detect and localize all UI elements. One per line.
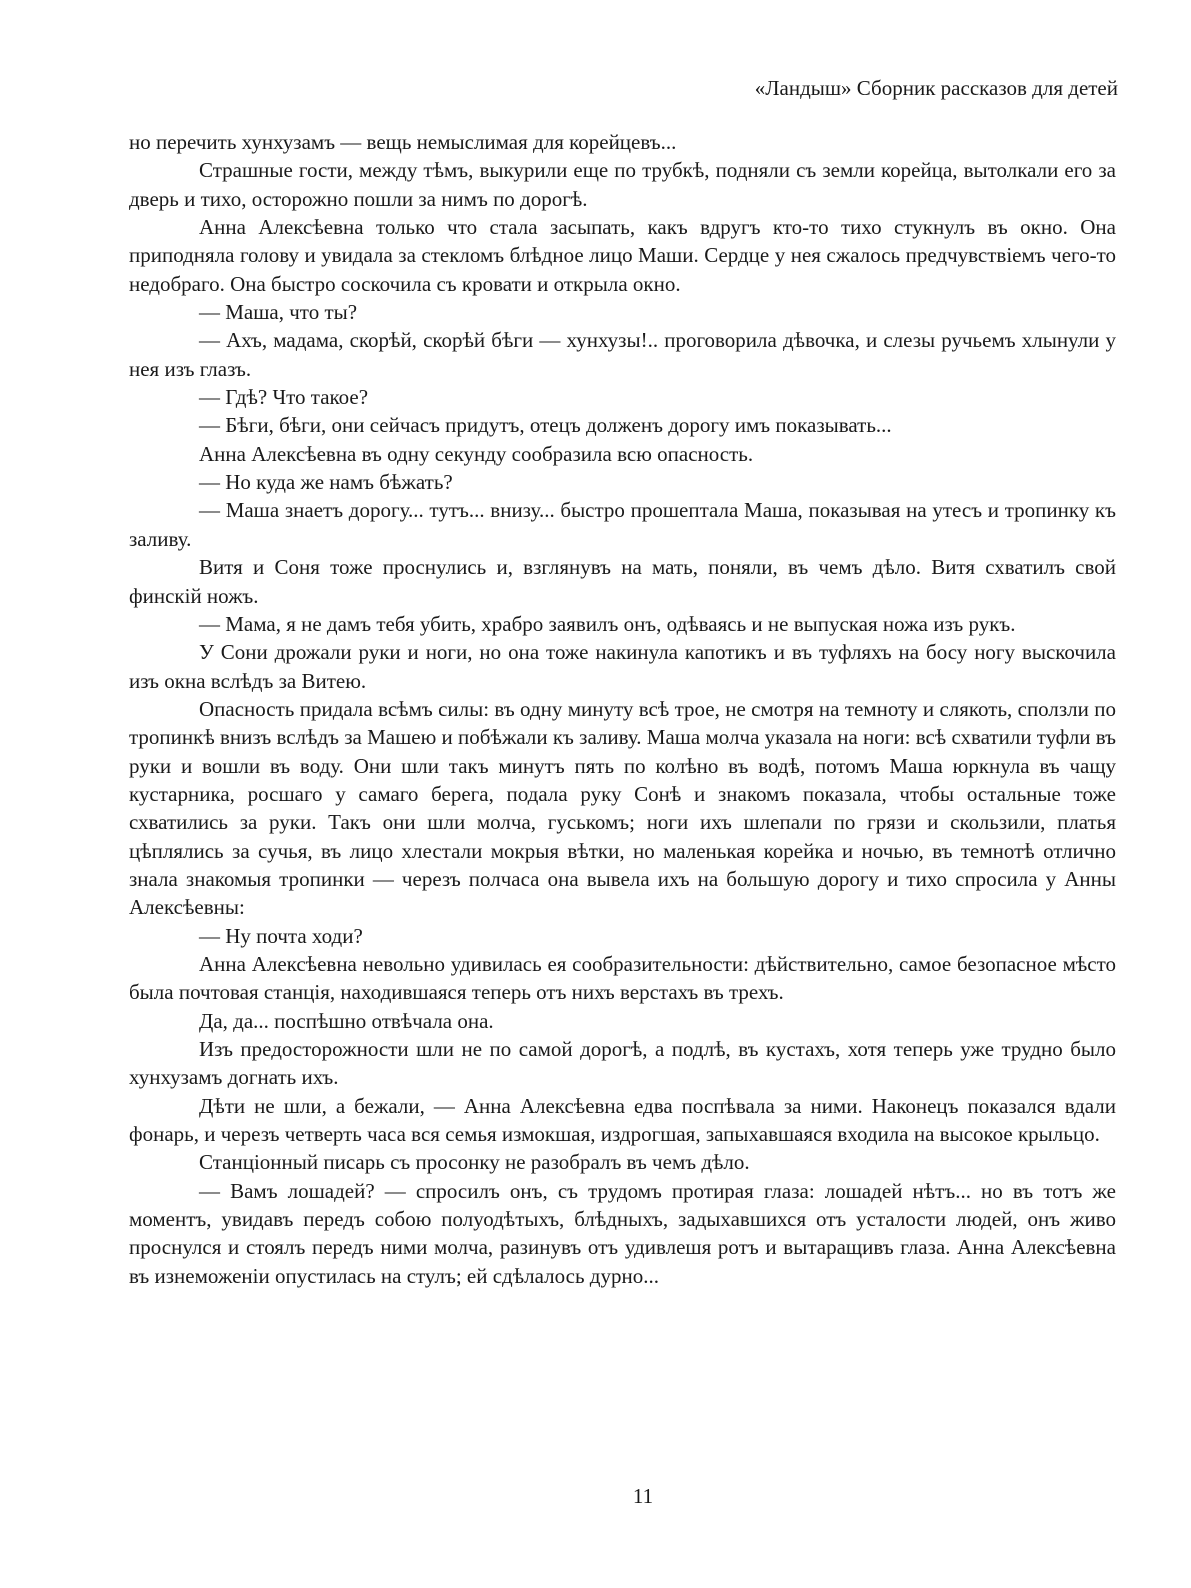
paragraph: Анна Алексѣевна въ одну секунду сообразила всю опасность. <box>199 441 754 466</box>
paragraph: но перечить хунхузамъ — вещь немыслимая для корейцевъ... <box>129 130 677 154</box>
paragraph: — Вамъ лошадей? — спросилъ онъ, съ трудомъ протирая глаза: лошадей нѣтъ... но въ тотъ же моментъ, увидавъ передъ собою полуодѣтыхъ, блѣдныхъ, задыхавшихся отъ усталости людей, онъ живо проснулся и стоялъ передъ ними молча, разинувъ отъ удивлешя ротъ и вытаращивъ глаза. Анна Алексѣевна въ изнеможеніи опустилась на стулъ; ей сдѣлалось дурно... <box>129 1178 1116 1288</box>
page-number: 11 <box>632 1484 654 1508</box>
paragraph: Страшные гости, между тѣмъ, выкурили еще по трубкѣ, подняли съ земли корейца, вытолкали его за дверь и тихо, осторожно пошли за нимъ по дорогѣ. <box>129 158 1116 211</box>
paragraph: Станціонный писарь съ просонку не разобралъ въ чемъ дѣло. <box>199 1150 750 1175</box>
paragraph: — Мама, я не дамъ тебя убить, храбро заявилъ онъ, одѣваясь и не выпуская ножа изъ рукъ. <box>199 611 1016 636</box>
paragraph: — Ну почта ходи? <box>199 923 363 948</box>
paragraph: Анна Алексѣевна невольно удивилась ея сообразительности: дѣйствительно, самое безопасное мѣсто была почтовая станція, находившаяся теперь отъ нихъ верстахъ въ трехъ. <box>129 951 1116 1005</box>
paragraph: Изъ предосторожности шли не по самой дорогѣ, а подлѣ, въ кустахъ, хотя теперь уже трудно было хунхузамъ догнать ихъ. <box>129 1037 1116 1090</box>
paragraph: — Но куда же намъ бѣжать? <box>199 470 453 495</box>
paragraph: Витя и Соня тоже проснулись и, взглянувъ на мать, поняли, въ чемъ дѣло. Витя схватилъ свой финскій ножъ. <box>129 555 1116 608</box>
paragraph: — Бѣги, бѣги, они сейчасъ придутъ, отецъ долженъ дорогу имъ показывать... <box>199 413 892 438</box>
paragraph: Да, да... поспѣшно отвѣчала она. <box>199 1008 494 1033</box>
paragraph: — Ахъ, мадама, скорѣй, скорѣй бѣги — хунхузы!.. проговорила дѣвочка, и слезы ручьемъ хлынули у нея изъ глазъ. <box>129 328 1116 381</box>
running-header: «Ландыш» Сборник рассказов для детей <box>754 76 1118 100</box>
paragraph: Дѣти не шли, а бежали, — Анна Алексѣевна едва поспѣвала за ними. Наконецъ показался вдали фонарь, и черезъ четверть часа вся семья измокшая, издрогшая, запыхавшаяся входила на высокое крыльцо. <box>129 1093 1116 1147</box>
paragraph: Опасность придала всѣмъ силы: въ одну минуту всѣ трое, не смотря на темноту и слякоть, сползли по тропинкѣ внизъ вслѣдъ за Машею и побѣжали къ заливу. Маша молча указала на ноги: всѣ схватили туфли въ руки и вошли въ воду. Они шли такъ минутъ пять по колѣно въ водѣ, потомъ Маша юркнула въ чащу кустарника, росшаго у самаго берега, подала руку Сонѣ и знакомъ показала, чтобы остальные тоже схватились за руки. Такъ они шли молча, гуськомъ; ноги ихъ шлепали по грязи и скользили, платья цѣплялись за сучья, въ лицо хлестали мокрыя вѣтки, но маленькая корейка и ночью, въ темнотѣ отлично знала знакомыя тропинки — черезъ полчаса она вывела ихъ на большую дорогу и тихо спросила у Анны Алексѣевны: <box>129 696 1116 920</box>
paragraph: — Маша знаетъ дорогу... тутъ... внизу... быстро прошептала Маша, показывая на утесъ и тропинку къ заливу. <box>129 498 1116 551</box>
paragraph: — Маша, что ты? <box>199 300 358 325</box>
paragraph: Анна Алексѣевна только что стала засыпать, какъ вдругъ кто-то тихо стукнулъ въ окно. Она приподняла голову и увидала за стекломъ блѣдное лицо Маши. Сердце у нея сжалось предчувствіемъ чего-то недобраго. Она быстро соскочила съ кровати и открыла окно. <box>129 215 1116 296</box>
body-text <box>129 128 1116 1290</box>
paragraph: — Гдѣ? Что такое? <box>199 385 369 410</box>
paragraph: У Сони дрожали руки и ноги, но она тоже накинула капотикъ и въ туфляхъ на босу ногу выскочила изъ окна вслѣдъ за Витею. <box>129 640 1116 693</box>
